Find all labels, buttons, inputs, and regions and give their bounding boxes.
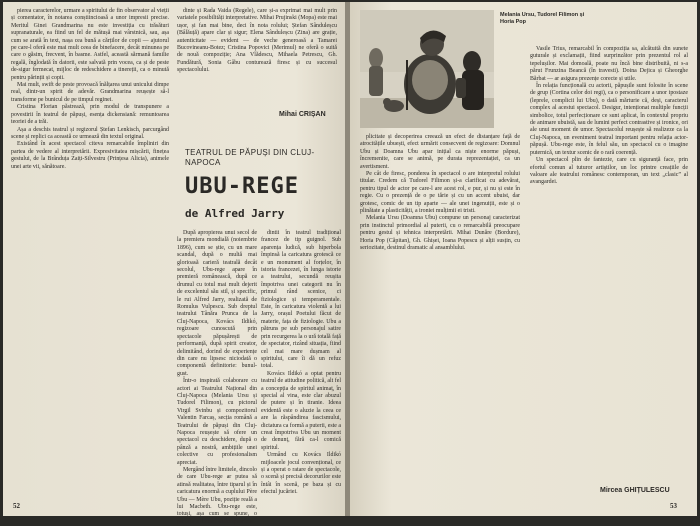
paragraph: În relația funcțională cu actorii, păpușile sunt folosite în scene de grup (Cortina celor doi regi), ca o personificare a unor ipostaze (leprele, complicii lui Ubu), o dată mărturie că, deși, caracterul complex al acestui spectacol. Desigur, intenționat multiple funcții simbolice, totul perfecționare ce sunt aplicat, în contextul propriu de animare ubuistă, sau de lumini perfect contrastive și ironice, ori ale unui moment de umor. Spectacolul reușește să realizeze ca la Cluj-Napoca, un eveniment teatral important pentru relația actor-păpușă. Ubu-rege este, în felul său, un spectacol cu o imagine puternică, un textur scenic de o rară coerență. <box>530 83 688 156</box>
page-number: 52 <box>13 502 20 510</box>
paragraph: Kovács Ildikó a optat pentru teatrul de atitudine politică, alt fel a concepția de spiritul animaț, în special al vina, este clar abuzul de putere și în tiranie. Ideea evidentă este o aluzie la ceea ce are la răspândirea fascismului, dictatura ca formă a puterii, este a creat împotriva Ubu un moment de denunț, fără ca-l comică spiritul. <box>261 370 341 451</box>
paragraph: dinte și Rada Vaida (Regele), care și-a exprimat mai mult prin variatele posibilități interpretative. Mihai Prujinski (Mopa) este mai ușor, și fan mai bine, deci în nota rolului; Ștefan Sânduleșcu (Bâlăuță) apare clar și sigur; Elena Sânduleșcu (Zina) are grație, autenticitate — evident — de veche generoasă a Tamarei Bucovineanu-Botez; Cristina Popovici (Merimul) ne oferă o suită de nouă compoziție; Ana Vlădescu, Mihaela Petrescu, Gh. Fundătură, Sonia Gâbu conturează firesc și cu succesul spectacolului. <box>177 8 337 74</box>
magazine-spread <box>3 2 697 525</box>
photo-caption: Melania Ursu, Tudorel Filimon și Horia Pop <box>500 12 585 25</box>
left-page <box>3 2 347 525</box>
left-column-one <box>11 8 169 496</box>
author-signature: Mihai CRIȘAN <box>279 111 326 118</box>
paragraph: Mergând între limitele, dincolo de care Ubu-rege ar putea să atinsă realitatea, între tiparul și în caricatura enormă a cuplului Père Ubu — Mère Ubu, poziție reală a lui Macbeth. Ubu-rege este, totuși, așa cum se spune, o parodie a dramei shakespeariene. <box>177 467 257 525</box>
stage-photo <box>360 10 494 128</box>
right-page <box>350 2 697 516</box>
page-number: 53 <box>670 502 677 510</box>
left-column-three <box>177 230 257 525</box>
paragraph: pierea caracterelor, urmare a spiritului de fin observator al vieții și comentator, în notarea conștiincioasă a unor impresii precise. Meritul Ginei Grandmarina nu este investiția cu trăsături supranaturale, ea fiind un fel de mătușă mai vârstnică, sau, așa cum se arată în text, nașa cea bună a cărților de copii — ajutorul pe care-l oferă este mai mult ceea de binefacere, decât minunea pe care o găsim, frecvent, în basme. Astfel, această sărmană familie regală, înglodată în datorii, este salvată prin vocea, ca și de peste de-sigur fermecat, mijloc de redeschidere a tinereții, ca o minută pentru părinții și copii. <box>11 8 169 81</box>
left-column-four <box>261 230 341 500</box>
play-author: de Alfred Jarry <box>185 207 285 220</box>
play-title: UBU-REGE <box>185 174 299 199</box>
paragraph: Urmând cu Kovács Ildikó mijloacele jocul convențional, ce și a operat o ratare de spectacole, o scenă și precisă decorurilor este întâi în scenă, pe baza și cu efectul jucăriei. <box>261 452 341 496</box>
theater-kicker: TEATRUL DE PĂPUȘI DIN CLUJ-NAPOCA <box>185 148 315 167</box>
left-column-two <box>177 8 337 106</box>
paragraph: Într-o inspirată colaborare cu actori ai Teatrului Național din Cluj-Napoca (Melania Ursu și Tudorel Filimon), cu pictorul Virgil Svinbu și compozitorul Valentin Farcaș, secția română a Teatrului de păpuși din Cluj-Napoca reușește să ofere un spectacol cu deschidere, după o pânză a nostră, ambițiile unei colective cu profesionalism apreciat. <box>177 378 257 466</box>
paragraph: Melania Ursu (Doamna Ubu) compune un personaj caracterizat prin instinctul primordial al puterii, cu o remarcabilă preocupare pentru gestul și tehnica interpretării. Mihai Dunăre (Bordure), Horia Pop (Căpitan), Gh. Ghișei, Ioana Popescu și alții susțin, cu seriozitate, destinul dramatic al ansamblului. <box>360 215 520 252</box>
paragraph: plicitate și decoperirea creează un efect de distanțare față de atrocitățile ubuești, efect urmărit consecvent de regizoare: Domnul Ubu și Doamna Ubu apar inițial ca niște enorme păpuși, încremenite, care se animă, pe durata reprezentației, ca un avertisment. <box>360 134 520 170</box>
paragraph: Existând în acest spectacol citeva remarcabile împliniri din partea de vedere al interpretării. Expresivitatea mișcării, finețea gestului, de la Brânduța Zaiți-Silvestru (Prințesa Alicia), animele unei arte vii, sănătoare. <box>11 141 169 170</box>
stage-photo-image <box>360 10 494 128</box>
right-column-six <box>530 46 688 482</box>
paragraph: Cristina Florian păstrează, prin modul de transpunere a povestirii în teatrul de păpuși, esența dickensiană: remuntoarea teoriei de a trăi. <box>11 104 169 126</box>
paragraph: Un spectacol plin de fantezie, care cu siguranță face, prin efortul comun al tuturor artiștilor, un loc printre creațiile de valoare ale teatrului românesc contemporan, un text „clasic” al avangardei. <box>530 157 688 186</box>
paragraph: dintii în teatrul tradițional francez de tip guignol. Sub aparența ludică, sub hiperbola împinsă la caricatura grotescă ce e un monument al forțelor, în istoria francezei, în lunga istorie a teatrului, secundă reușita împotriva unei categorii nu în primul rând scenice, ci fiziologice și temperamentale. Este, în caricatura violentă a lui Jarry, orașul Poetului făcut de materie, fața de fiziologie. Ubu a pătruns pe sub personajul satire prin recurgerea la o ură totală față de spectator, rizând situația, fiind cel mai mare dușmam al spiritului, care îi dă un refuz total. <box>261 230 341 370</box>
author-signature: Mircea GHIȚULESCU <box>600 487 670 494</box>
paragraph: Pe cât de firesc, ponderea în spectacol o are interpretul rolului titular. Credem că Tudorel Filimon și-a clarificat cu adevărat, pentru tipul de actor pe care-l are acest rol, e pur, și nu și este în regie. Cu o prezență de o pe tărie și cu un accent ubuist, dar grotesc, comic de un tip aparte — ale unei ingenuiții, este și o plinătate a plasticității, a ironiei mulțimii ei tristi. <box>360 171 520 215</box>
paragraph: Mai mult, swift de peste provoacă înălțarea unui unicului dimpe real, dintr-un spirit de adevăr. Grandmarina reușește să-l transforme pe bunicul de pe timpul reginei. <box>11 82 169 103</box>
paragraph: După apropierea unui secol de la premiera mondială (noiembrie 1896), cum se știe, cu un mare scandal, după o multă mai glorioasă carieră teatrală decât secolul, Ubu-rege apare în premieră românească, după ce drumul cu totul mai mult dejerit de excelentul său stil, și specific, le rui Alfred Jarry, realizată de Romulus Vulpescu. Sub dreptul teatrului Tânăra Prunca de la Cluj-Napoca, Kovács Ildikó, regizoare cunoscută prin spectacole păpușărești de performanță, după spirit creator, delimitând, dorind de experiențe din care nu lipsesc niciodată o componentă definitorie: bunul-gust. <box>177 230 257 377</box>
paragraph: Vasile Trius, remarcabil în compoziția sa, alcătuită din sunete guturale și exclamații, fiind surprinzător prin prezentul rol al tepelușilor. Mai domoală, poate nu încă bine distribuită, ni s-a părut Frunzina Beancă (în travesti). Doina Dejica și Gheorghe Bărbat — ar asigura prezențe corecte și utile. <box>530 46 688 82</box>
right-column-five <box>360 134 520 502</box>
paragraph: Așa a deschis teatrul și regizorul Ștefan Lenkisch, parcurgând scene și replici ca această ce urmează din textul original. <box>11 126 169 140</box>
